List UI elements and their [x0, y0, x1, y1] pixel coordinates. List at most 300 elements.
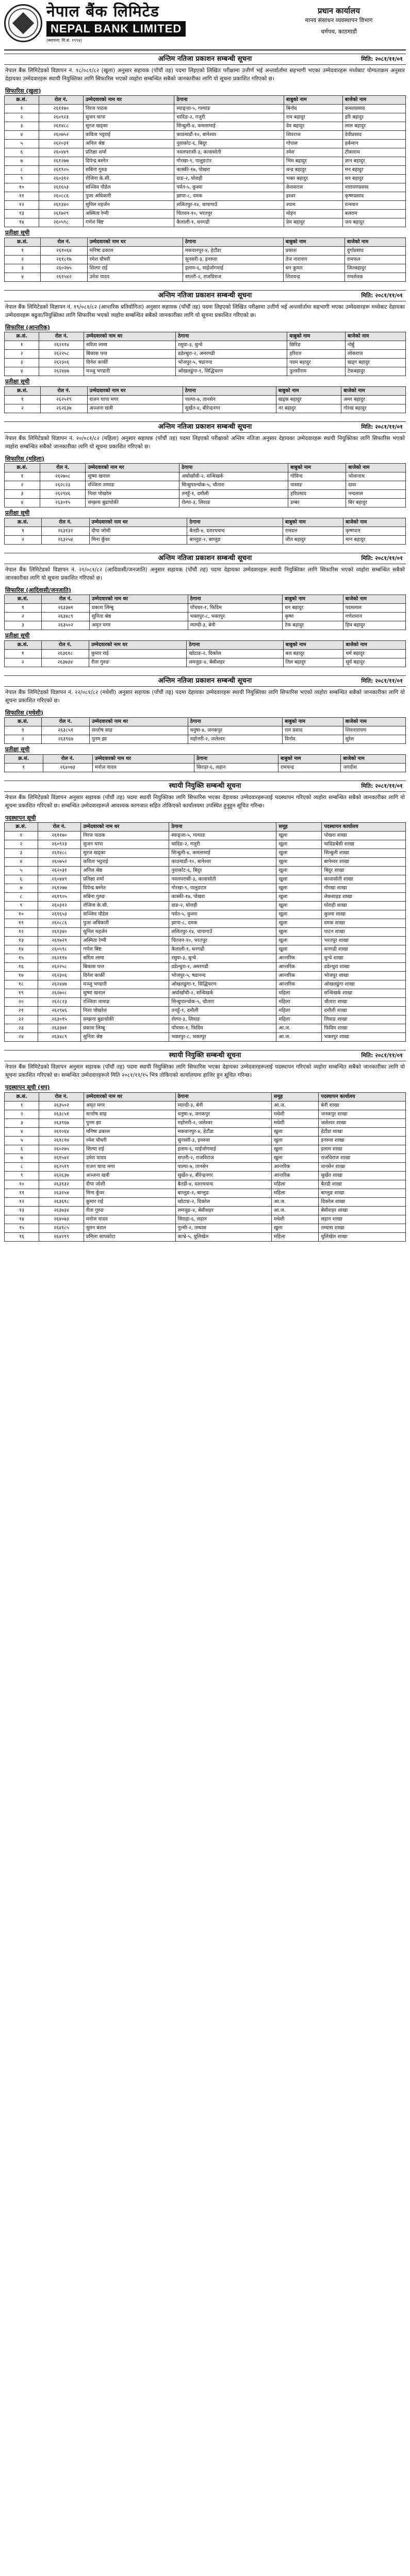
candidate-table	[4, 640, 406, 667]
table-cell: पुजा अधिकारी	[81, 919, 169, 928]
table-cell: ललितपुर-१४, चापागाउँ	[169, 928, 276, 937]
table-cell: ३	[5, 122, 39, 131]
table-cell: हेटौंडा शाखा	[319, 1127, 406, 1136]
table-header-row	[5, 755, 406, 764]
table-cell: खुला	[276, 937, 322, 945]
table-cell: २६१४८८	[38, 849, 81, 858]
list-heading: पदस्थापन सूची	[5, 814, 36, 821]
table-cell: १६	[5, 1232, 39, 1241]
column-header: उम्मेदवारको नाम थर	[90, 718, 188, 726]
table-row	[5, 256, 406, 264]
table-cell: प्रेम बहादुर	[284, 218, 342, 227]
table-row	[5, 945, 406, 954]
table-row	[5, 1162, 406, 1171]
table-row	[5, 183, 406, 192]
table-cell: २६२६३७	[41, 404, 87, 413]
table-cell: २६४०७३	[43, 764, 92, 772]
column-header: बाजेको नाम	[346, 464, 406, 472]
table-row	[5, 1206, 406, 1215]
table-cell: ७	[5, 1154, 39, 1162]
table-cell: खुला	[272, 1127, 319, 1136]
table-row	[5, 893, 406, 902]
table-cell: अनिल श्रेष्ठ	[83, 140, 174, 148]
column-header: रोल नं.	[42, 595, 90, 604]
table-cell: गणेश बिष्ट	[81, 945, 169, 954]
table-cell: २६४१८५	[39, 1224, 84, 1232]
table-cell: प्रतिक्षा शर्मा	[83, 148, 174, 157]
table-row	[5, 1145, 406, 1154]
table-cell: खड्क बहादुर	[276, 396, 341, 404]
notice-title-bar	[4, 1050, 406, 1061]
table-cell: निरज पाठक	[83, 105, 174, 113]
column-header: रोल नं.	[39, 332, 84, 341]
table-row	[5, 858, 406, 867]
table-cell: १२	[5, 1197, 39, 1206]
table-row	[5, 131, 406, 140]
table-cell: १०	[5, 183, 39, 192]
table-cell: दाङ-२, घोराही	[169, 902, 276, 910]
table-row	[5, 264, 406, 273]
table-cell: २६२६३७	[39, 1171, 84, 1180]
notice-section	[4, 421, 406, 550]
table-cell: २६३९६७	[39, 1118, 84, 1127]
table-row	[5, 122, 406, 131]
table-cell: २६१३४०	[39, 201, 83, 210]
table-cell: ४	[5, 1127, 39, 1136]
column-header: बाबुको नाम	[283, 518, 343, 527]
table-cell: ४	[5, 131, 39, 140]
table-cell: खुला	[276, 867, 322, 875]
table-cell: २६३०१५	[40, 499, 86, 507]
table-cell: मिना कुँवर	[89, 536, 187, 545]
table-cell: २६०४४९	[39, 148, 83, 157]
table-cell: पदमलाल	[343, 604, 405, 613]
table-cell: दिक्तेल शाखा	[319, 1197, 406, 1206]
column-header: बाजेको नाम	[342, 96, 405, 105]
table-cell: २६०७५२	[38, 858, 81, 867]
table-cell: प्रतिक्षा शर्मा	[81, 875, 169, 884]
table-cell: १९	[5, 989, 38, 998]
table-cell: मकवानपुर-४, हेटौंडा	[175, 1127, 272, 1136]
table-row	[5, 1154, 406, 1162]
table-cell: सुनसरी-३, इनरुवा	[183, 256, 283, 264]
list-heading: प्रतीक्षा सूची	[5, 229, 30, 236]
column-header: ठेगाना	[183, 387, 276, 396]
table-cell: नुवाकोट-६, बिदुर	[174, 140, 284, 148]
table-cell: बाग्लुङ-२, बाग्लुङ	[175, 1189, 272, 1197]
table-cell: १	[5, 726, 42, 735]
table-cell: देव बहादुर	[284, 122, 342, 131]
table-cell: २६१८१७	[41, 256, 87, 264]
table-row	[5, 210, 406, 218]
table-cell: सबिना गुरुङ	[83, 166, 174, 175]
table-cell: दीपा जोशी	[84, 1180, 175, 1189]
table-cell: २६३५०२	[39, 1101, 84, 1110]
table-row	[5, 954, 406, 963]
table-cell: महिला	[276, 1015, 322, 1024]
notice-title-bar	[4, 290, 406, 301]
column-header: बाबुको नाम	[276, 387, 341, 396]
table-row	[5, 832, 406, 840]
column-header: रोल नं.	[41, 641, 89, 650]
table-cell: १	[5, 472, 40, 481]
table-cell: कविता भट्टराई	[81, 858, 169, 867]
table-cell: देवीप्रसाद	[342, 131, 405, 140]
table-cell: पाँचथर-१, फिदिम	[188, 604, 283, 613]
table-cell: कुमार राई	[89, 650, 187, 658]
column-header: उम्मेदवारको नाम थर	[92, 755, 194, 764]
table-cell: खुला	[276, 832, 322, 840]
column-header: बाबुको नाम	[283, 238, 345, 247]
table-cell: शिल्पा राई	[87, 264, 183, 273]
table-cell: २२	[5, 1015, 38, 1024]
notice-section	[4, 290, 406, 418]
column-header: रोल नं.	[39, 1092, 84, 1101]
table-cell: अञ्जना खत्री	[84, 1171, 175, 1180]
column-header: क्र.सं.	[5, 641, 42, 650]
table-cell: २	[5, 481, 40, 490]
table-cell: सुष्मा खनाल	[86, 472, 179, 481]
table-cell: २६३८५१	[39, 1110, 84, 1118]
table-cell: १५	[5, 954, 38, 963]
table-cell: चौतारा शाखा	[322, 998, 406, 1007]
notice-section	[4, 1050, 406, 1246]
table-cell: धन बहादुर	[283, 604, 343, 613]
table-cell: रोजिना के.सी.	[83, 175, 174, 183]
column-header: उम्मेदवारको नाम थर	[90, 595, 188, 604]
table-cell: २६२११४	[38, 954, 81, 963]
column-header: पदस्थापन कार्यालय	[322, 823, 406, 832]
table-cell: बल बहादुर	[283, 650, 343, 658]
column-header: उम्मेदवारको नाम थर	[83, 96, 174, 105]
column-header: ठेगाना	[175, 1092, 272, 1101]
table-cell: बैतडी-४, दशरथचन्द	[175, 1180, 272, 1189]
office-block	[272, 3, 406, 35]
table-cell: लमजुङ-४, बेंसीशहर	[187, 658, 283, 667]
table-cell: जितबहादुर	[345, 264, 405, 273]
table-cell: मधेशी	[272, 1110, 319, 1118]
table-cell: कृष्णप्रसाद	[342, 192, 405, 201]
table-cell: रामफल	[345, 256, 405, 264]
table-cell: म्याग्दी-३, बेनी	[175, 1101, 272, 1110]
table-cell: २६२११४	[39, 341, 84, 350]
table-cell: २६१४८८	[39, 122, 83, 131]
table-cell: मकवानपुर-४, हेटौंडा	[183, 247, 283, 256]
candidate-table	[4, 332, 406, 376]
table-cell: उमेश यादव	[84, 1154, 175, 1162]
table-cell: २६११७०	[38, 832, 81, 840]
table-header-row	[5, 1092, 406, 1101]
table-cell: २६०५९८	[39, 218, 83, 227]
table-row	[5, 175, 406, 183]
table-cell: झापा-८, दमक	[169, 919, 276, 928]
column-header: ठेगाना	[187, 641, 283, 650]
table-cell: सुष्मा खनाल	[81, 989, 169, 998]
table-header-row	[5, 96, 406, 105]
table-row	[5, 350, 406, 359]
column-header: रोल नं.	[43, 755, 92, 764]
table-cell: खुला	[276, 945, 322, 954]
candidate-table	[4, 238, 406, 282]
table-cell: २६१९०५	[38, 893, 81, 902]
table-row	[5, 972, 406, 980]
table-cell: २६२२५८	[39, 350, 84, 359]
column-header: उम्मेदवारको नाम थर	[84, 332, 176, 341]
table-cell: चितवन-१०, भरतपुर	[169, 937, 276, 945]
table-cell: ललितपुर-१४, चापागाउँ	[174, 201, 284, 210]
table-row	[5, 998, 406, 1007]
table-cell: तिल बहादुर	[283, 658, 343, 667]
table-cell: सुरज खड्का	[81, 849, 169, 858]
table-row	[5, 1232, 406, 1241]
column-header: बाबुको नाम	[278, 755, 341, 764]
column-header: ठेगाना	[174, 96, 284, 105]
notice-title: अन्तिम नतिजा प्रकाशन सम्बन्धी सूचना	[158, 55, 252, 63]
table-cell: सुजन थापा	[83, 113, 174, 122]
table-cell: सम्झना बुढाथोकी	[81, 1015, 169, 1024]
table-cell: धर्म बहादुर	[343, 650, 406, 658]
column-header: बाजेको नाम	[341, 755, 406, 764]
table-cell: आन्तरिक	[276, 980, 322, 989]
table-cell: बलराम	[342, 210, 405, 218]
list-heading: सिफारिस (मधेशी)	[5, 709, 43, 716]
table-cell: बाग्लुङ शाखा	[319, 1189, 406, 1197]
table-cell: २६२४४७	[38, 980, 81, 989]
table-cell: सुर्खेत-४, बीरेन्द्रनगर	[175, 1171, 272, 1180]
column-header: बाबुको नाम	[283, 595, 343, 604]
table-cell: अस्मिता रेग्मी	[81, 937, 169, 945]
table-cell: सुनिता श्रेष्ठ	[90, 613, 188, 621]
table-header-row	[5, 332, 406, 341]
table-cell: टेक बहादुर	[283, 621, 343, 630]
table-cell: रञ्जिता तामाङ	[86, 481, 179, 490]
column-header: ठेगाना	[188, 595, 283, 604]
table-cell: भक्तपुर शाखा	[322, 1033, 406, 1042]
table-cell: लेकसाइड शाखा	[322, 893, 406, 902]
table-cell: महिला	[272, 1180, 319, 1189]
table-cell: काठमाडौं-१०, बानेश्वर	[174, 131, 284, 140]
notice-date: मिति: २०८१/११/०१	[361, 1052, 403, 1059]
table-row	[5, 910, 406, 919]
table-cell: २६२४४७	[39, 367, 84, 376]
candidate-table	[4, 1092, 406, 1242]
table-cell: हरिदत्त	[287, 350, 345, 359]
table-cell: २६०७५२	[39, 131, 83, 140]
table-row	[5, 490, 406, 499]
table-row	[5, 1197, 406, 1206]
page-header	[4, 3, 406, 50]
table-cell: अमृत मगर	[90, 621, 188, 630]
table-cell: नवलपरासी-३, कावासोती	[174, 148, 284, 157]
notice-title-bar	[4, 54, 406, 65]
table-row	[5, 902, 406, 910]
table-row	[5, 875, 406, 884]
table-cell: २६२३०६	[39, 359, 84, 367]
column-header: बाबुको नाम	[287, 332, 345, 341]
table-cell: आन्तरिक	[276, 954, 322, 963]
table-row	[5, 849, 406, 858]
table-cell: प्रकाश लिम्बु	[81, 1024, 169, 1033]
table-cell: २६३४८९	[42, 613, 90, 621]
candidate-table	[4, 463, 406, 507]
table-cell: स्याङ्जा-५, गल्याङ	[174, 105, 284, 113]
table-cell: चन्द्र बहादुर	[284, 166, 342, 175]
table-cell: तम्घास शाखा	[319, 1224, 406, 1232]
notice-title-bar	[4, 553, 406, 564]
table-cell: १	[5, 341, 39, 350]
column-header: उम्मेदवारको नाम थर	[89, 641, 187, 650]
table-cell: रीता गुरुङ	[84, 1206, 175, 1215]
table-cell: २	[5, 613, 42, 621]
table-cell: २६१९०५	[39, 166, 83, 175]
table-cell: पुनम झा	[84, 1118, 175, 1127]
table-cell: पासाङ	[288, 481, 346, 490]
table-cell: दिनेश कार्की	[81, 972, 169, 980]
column-header: उम्मेदवारको नाम थर	[86, 464, 179, 472]
table-cell: आन्तरिक	[272, 1162, 319, 1171]
table-cell: महिला	[276, 989, 322, 998]
table-cell: लमजुङ-४, बेंसीशहर	[175, 1206, 272, 1215]
table-cell: सुनिल महर्जन	[81, 928, 169, 937]
table-row	[5, 396, 406, 404]
column-header: बाजेको नाम	[343, 718, 405, 726]
bank-branding	[4, 3, 186, 43]
table-cell: डडेल्धुरा-२, अमरगढी	[176, 350, 287, 359]
table-cell: रमेश	[284, 148, 342, 157]
table-cell: कैलाली-१, धनगढी	[174, 218, 284, 227]
column-header: रोल नं.	[39, 96, 83, 105]
table-cell: दिपेन्द्र बस्नेत	[81, 884, 169, 893]
table-cell: २६१०६४	[39, 1127, 84, 1136]
table-cell: सुर्खेत-४, बीरेन्द्रनगर	[183, 404, 276, 413]
notice-date: मिति: २०८१/११/०१	[361, 677, 403, 684]
table-cell: टेकबहादुर	[345, 367, 405, 376]
column-header: बाजेको नाम	[343, 641, 406, 650]
table-cell: श्याम	[284, 201, 342, 210]
table-cell: खुला	[272, 1145, 319, 1154]
notice-date: मिति: २०८१/११/०१	[361, 56, 403, 62]
table-cell: सुनिल महर्जन	[83, 201, 174, 210]
notice-title: अन्तिम नतिजा प्रकाशन सम्बन्धी सूचना	[158, 554, 252, 562]
table-row	[5, 1224, 406, 1232]
table-cell: १३	[5, 210, 39, 218]
table-row	[5, 1015, 406, 1024]
table-cell: बेनी शाखा	[319, 1101, 406, 1110]
table-cell: खुला	[276, 875, 322, 884]
table-cell: भरतपुर शाखा	[322, 937, 406, 945]
table-cell: २६१५४२	[39, 1154, 84, 1162]
table-cell: धादिङ-२, गजुरी	[174, 113, 284, 122]
list-heading: सिफारिस (महिला)	[5, 455, 44, 462]
column-header: क्र.सं.	[5, 464, 40, 472]
table-cell: सन्तोष साह	[84, 1110, 175, 1118]
table-cell: पर्वत-५, कुश्मा	[169, 910, 276, 919]
table-header-row	[5, 718, 406, 726]
table-cell: २६३५०२	[42, 621, 90, 630]
table-cell: पुजा अधिकारी	[83, 192, 174, 201]
column-header: क्र.सं.	[5, 718, 42, 726]
table-row	[5, 1024, 406, 1033]
table-cell: मञ्जु भण्डारी	[84, 367, 176, 376]
table-cell: धन बहादुर	[342, 175, 405, 183]
table-cell: १	[5, 527, 42, 536]
table-cell: २०	[5, 998, 38, 1007]
column-header: रोल नं.	[41, 238, 87, 247]
table-cell: गोरखा शाखा	[322, 884, 406, 893]
table-cell: खुला	[276, 858, 322, 867]
candidate-table	[4, 754, 406, 772]
table-cell: आ.ज.	[276, 1033, 322, 1042]
table-cell: निरज पाठक	[81, 832, 169, 840]
table-cell: २६०३१२	[38, 902, 81, 910]
table-cell: सन्धिखर्क शाखा	[322, 989, 406, 998]
table-cell: ७	[5, 157, 39, 166]
notice-section	[4, 54, 406, 287]
table-cell: मनोज यादव	[92, 764, 194, 772]
table-cell: जगदीश	[341, 764, 406, 772]
table-cell: पाटन शाखा	[322, 928, 406, 937]
table-cell: ६	[5, 875, 38, 884]
table-cell: अस्मिता रेग्मी	[83, 210, 174, 218]
office-title: प्रधान कार्यालय	[317, 6, 360, 15]
table-row	[5, 105, 406, 113]
table-cell: २६०२७५	[39, 1145, 84, 1154]
table-cell: पदम बहादुर	[287, 359, 345, 367]
table-header-row	[5, 595, 406, 604]
table-cell: २	[5, 404, 41, 413]
table-cell: १८	[5, 980, 38, 989]
table-cell: खुला	[276, 893, 322, 902]
column-header: बाजेको नाम	[343, 595, 405, 604]
table-cell: डडेल्धुरा-२, अमरगढी	[169, 963, 276, 972]
table-cell: भक्तपुर-८, भक्तपुर	[188, 613, 283, 621]
table-row	[5, 735, 406, 744]
table-cell: भक्तपुर-८, भक्तपुर	[169, 1033, 276, 1042]
table-cell: ४	[5, 858, 38, 867]
table-cell: कमलप्रसाद	[342, 105, 405, 113]
column-header: उम्मेदवारको नाम थर	[89, 518, 187, 527]
table-cell: पाल्पा-७, तानसेन	[175, 1162, 272, 1171]
notice-title-bar	[4, 675, 406, 687]
table-cell: सञ्जिव पौडेल	[81, 910, 169, 919]
table-cell: राजन थापा मगर	[84, 1162, 175, 1171]
table-cell: २६३१३२	[41, 527, 89, 536]
notices-container	[4, 54, 406, 1247]
table-cell: गणेशमान	[343, 613, 405, 621]
table-cell: सुर्खेत शाखा	[319, 1171, 406, 1180]
table-row	[5, 613, 406, 621]
table-cell: बानेश्वर शाखा	[322, 858, 406, 867]
table-cell: मोहन	[284, 210, 342, 218]
notice-title-bar	[4, 781, 406, 792]
table-cell: पाल्पा-७, तानसेन	[183, 396, 276, 404]
table-cell: २६४२९९	[39, 1232, 84, 1241]
table-cell: जलेश्वर शाखा	[319, 1118, 406, 1127]
table-cell: पुनम झा	[90, 735, 188, 744]
table-cell: खुला	[272, 1224, 319, 1232]
table-cell: सुरेश	[343, 735, 405, 744]
table-cell: ९	[5, 902, 38, 910]
table-cell: ११	[5, 192, 39, 201]
table-cell: १	[5, 764, 43, 772]
table-cell: १४	[5, 1215, 39, 1224]
table-row	[5, 1171, 406, 1180]
table-cell: खुला	[276, 902, 322, 910]
table-cell: इश्वर	[284, 192, 342, 201]
table-cell: दमक शाखा	[322, 919, 406, 928]
table-cell: शिल्पा राई	[84, 1145, 175, 1154]
table-cell: २६०९२३	[39, 113, 83, 122]
